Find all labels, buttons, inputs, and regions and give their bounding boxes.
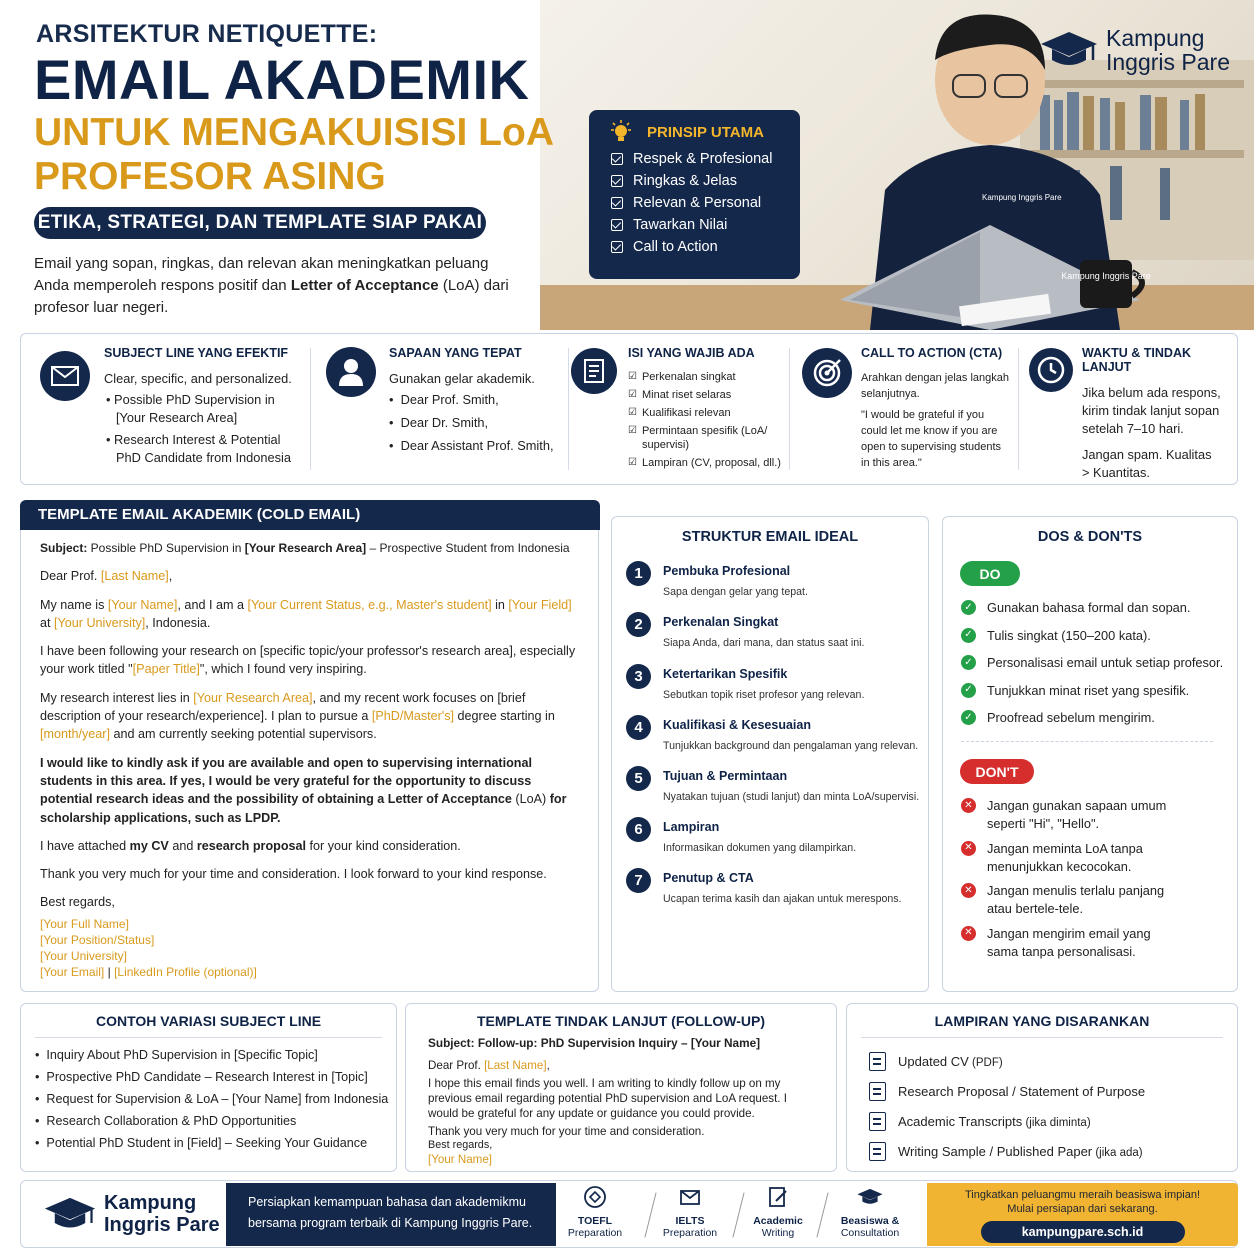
required-item: ☑ Kualifikasi relevan <box>628 407 731 419</box>
tip-required-content: ISI YANG WAJIB ADA ☑ Perkenalan singkat ☑ Minat riset selaras ☑ Kualifikasi relevan ☑ Permintaan spesifik (LoA/ supervisi) ☑ Lampiran (CV, proposal, dll.) <box>622 334 792 484</box>
document-icon <box>869 1112 886 1131</box>
header-kicker: ARSITEKTUR NETIQUETTE: <box>36 20 378 48</box>
clock-icon <box>1029 348 1073 392</box>
website-link[interactable]: kampungpare.sch.id <box>981 1221 1185 1243</box>
check-icon: ☑ <box>628 457 637 468</box>
user-icon <box>326 347 376 397</box>
principles-box <box>589 110 800 279</box>
cold-email-template <box>20 500 599 992</box>
x-circle-icon: ✕ <box>961 883 976 898</box>
envelope-icon <box>40 351 90 401</box>
checkbox-icon <box>611 219 623 231</box>
dos-donts <box>942 516 1238 992</box>
tips-row <box>20 333 1238 485</box>
structure-step <box>626 868 902 905</box>
graduation-cap-icon <box>1040 30 1098 70</box>
structure-title: STRUKTUR EMAIL IDEAL <box>681 529 859 545</box>
step-number: 5 <box>626 766 651 791</box>
document-icon <box>869 1052 886 1071</box>
step-number: 2 <box>626 612 651 637</box>
check-icon: ☑ <box>628 425 637 436</box>
checkbox-icon <box>611 197 623 209</box>
structure-step <box>626 715 918 752</box>
dont-tag: DON'T <box>960 759 1034 784</box>
intro-text: Email yang sopan, ringkas, dan relevan akan meningkatkan peluang Anda memperoleh respons positif dan Letter of Acceptance (LoA) dari profesor luar negeri. <box>34 255 509 316</box>
x-circle-icon: ✕ <box>961 926 976 941</box>
step-title: Penutup & CTA <box>663 871 754 885</box>
dont-item: ✕ Jangan mengirim email yang sama tanpa personalisasi. <box>961 925 1181 961</box>
principle-item: Respek & Profesional <box>611 151 782 167</box>
tip-cta: CALL TO ACTION (CTA) Arahkan dengan jelas langkah selanjutnya. "I would be grateful if you could let me know if you are open to supervising students in this area." <box>861 346 1010 469</box>
step-desc: Sapa dengan gelar yang tepat. <box>663 586 808 598</box>
subject-variant: • Research Collaboration & PhD Opportunities <box>35 1114 396 1128</box>
attachment-item: Research Proposal / Statement of Purpose <box>869 1082 1237 1101</box>
program-ielts[interactable]: IELTS Preparation <box>645 1185 735 1239</box>
do-item: ✓ Tulis singkat (150–200 kata). <box>961 627 1229 645</box>
footer-logo: Kampung Inggris Pare <box>20 1180 226 1248</box>
x-circle-icon: ✕ <box>961 798 976 813</box>
checkbox-icon <box>611 175 623 187</box>
document-icon <box>869 1082 886 1101</box>
brand-line2: Inggris Pare <box>1106 49 1231 75</box>
followup-template <box>405 1003 837 1172</box>
attachments-suggested <box>846 1003 1238 1172</box>
required-item: ☑ Perkenalan singkat <box>628 371 736 383</box>
email-structure <box>611 516 929 992</box>
brand-logo <box>1040 26 1230 74</box>
program-writing[interactable]: Academic Writing <box>733 1185 823 1239</box>
step-number: 4 <box>626 715 651 740</box>
do-item: ✓ Gunakan bahasa formal dan sopan. <box>961 599 1229 617</box>
program-toefl[interactable]: TOEFL Preparation <box>550 1185 640 1239</box>
tip-salutation: SAPAAN YANG TEPAT Gunakan gelar akademik. • Dear Prof. Smith, • Dear Dr. Smith, • Dear Assistant Prof. Smith, <box>389 346 554 453</box>
step-number: 1 <box>626 561 651 586</box>
dont-item: ✕ Jangan gunakan sapaan umum seperti "Hi", "Hello". <box>961 797 1181 833</box>
do-tag: DO <box>960 561 1020 586</box>
lightbulb-icon <box>609 120 633 144</box>
step-desc: Tunjukkan background dan pengalaman yang relevan. <box>663 740 919 752</box>
attachment-item: Academic Transcripts (jika diminta) <box>869 1112 1237 1131</box>
check-circle-icon: ✓ <box>961 655 976 670</box>
toefl-icon <box>550 1185 640 1211</box>
structure-step <box>626 664 864 701</box>
dos-title: DOS & DON'TS <box>1037 529 1143 545</box>
page-title: EMAIL AKADEMIK <box>34 48 530 111</box>
subject-variant: • Request for Supervision & LoA – [Your Name] from Indonesia <box>35 1092 396 1106</box>
attachments-title: LAMPIRAN YANG DISARANKAN <box>934 1013 1150 1029</box>
x-circle-icon: ✕ <box>961 841 976 856</box>
structure-step <box>626 561 808 598</box>
required-item: ☑ Lampiran (CV, proposal, dll.) <box>628 457 781 469</box>
required-item: ☑ Permintaan spesifik (LoA/ supervisi) <box>628 425 768 451</box>
program-scholarship[interactable]: Beasiswa & Consultation <box>825 1185 915 1239</box>
check-circle-icon: ✓ <box>961 710 976 725</box>
step-desc: Informasikan dokumen yang dilampirkan. <box>663 842 857 854</box>
document-list-icon <box>571 348 617 394</box>
step-number: 6 <box>626 817 651 842</box>
graduation-cap-icon <box>44 1195 96 1233</box>
step-desc: Sebutkan topik riset profesor yang relevan. <box>663 689 865 701</box>
footer-tagline: Persiapkan kemampuan bahasa dan akademikmu bersama program terbaik di Kampung Inggris Pare. <box>226 1183 556 1246</box>
template-title: TEMPLATE EMAIL AKADEMIK (COLD EMAIL) <box>20 500 600 530</box>
scholarship-icon <box>825 1185 915 1211</box>
principles-title: PRINSIP UTAMA <box>647 124 764 141</box>
principle-item: Call to Action <box>611 239 782 255</box>
ielts-icon <box>645 1185 735 1211</box>
tip-followup-timing: WAKTU & TINDAK LANJUT Jika belum ada respons, kirim tindak lanjut sopan setelah 7–10 hari. Jangan spam. Kualitas > Kuantitas. <box>1082 346 1221 480</box>
structure-step <box>626 817 856 854</box>
checkbox-icon <box>611 153 623 165</box>
shirt-brand-text: Kampung Inggris Pare <box>982 193 1062 202</box>
page-subtitle: UNTUK MENGAKUISISI LoA PROFESOR ASING <box>34 111 554 198</box>
step-desc: Ucapan terima kasih dan ajakan untuk merespons. <box>663 893 902 905</box>
target-icon <box>802 348 852 398</box>
check-icon: ☑ <box>628 389 637 400</box>
structure-step <box>626 612 864 649</box>
dont-item: ✕ Jangan menulis terlalu panjang atau bertele-tele. <box>961 882 1181 918</box>
structure-step <box>626 766 919 803</box>
step-title: Pembuka Profesional <box>663 564 791 578</box>
dont-item: ✕ Jangan meminta LoA tanpa menunjukkan kecocokan. <box>961 840 1181 876</box>
step-title: Lampiran <box>663 820 720 834</box>
step-title: Tujuan & Permintaan <box>663 769 788 783</box>
step-title: Kualifikasi & Kesesuaian <box>663 718 811 732</box>
step-title: Ketertarikan Spesifik <box>663 667 788 681</box>
attachment-item: Writing Sample / Published Paper (jika ada) <box>869 1142 1237 1161</box>
footer-cta: Tingkatkan peluangmu meraih beasiswa impian! Mulai persiapan dari sekarang. kampungpare.sch.id <box>927 1183 1238 1246</box>
subject-variants <box>20 1003 397 1172</box>
followup-title: TEMPLATE TINDAK LANJUT (FOLLOW-UP) <box>477 1013 765 1029</box>
subject-variant: • Inquiry About PhD Supervision in [Specific Topic] <box>35 1048 396 1062</box>
principle-item: Relevan & Personal <box>611 195 782 211</box>
subject-variant: • Potential PhD Student in [Field] – Seeking Your Guidance <box>35 1136 396 1150</box>
principle-item: Tawarkan Nilai <box>611 217 782 233</box>
writing-icon <box>733 1185 823 1211</box>
followup-body: Subject: Follow-up: PhD Supervision Inquiry – [Your Name] Dear Prof. [Last Name], I hope this email finds you well. I am writing to kindly follow up on my previous email regarding potential PhD supervision and LoA request. I would be grateful for any update or guidance you could provide. Thank you very much for your time and consideration. Best regards, [Your Name] <box>428 1036 787 1166</box>
check-circle-icon: ✓ <box>961 683 976 698</box>
step-number: 7 <box>626 868 651 893</box>
checkbox-icon <box>611 241 623 253</box>
attachment-item: Updated CV (PDF) <box>869 1052 1237 1071</box>
step-number: 3 <box>626 664 651 689</box>
do-item: ✓ Proofread sebelum mengirim. <box>961 709 1229 727</box>
step-desc: Nyatakan tujuan (studi lanjut) dan minta LoA/supervisi. <box>663 791 920 803</box>
required-item: ☑ Minat riset selaras <box>628 389 732 401</box>
document-icon <box>869 1142 886 1161</box>
check-circle-icon: ✓ <box>961 628 976 643</box>
step-desc: Siapa Anda, dari mana, dan status saat ini. <box>663 637 865 649</box>
check-icon: ☑ <box>628 371 637 382</box>
subject-variant: • Prospective PhD Candidate – Research Interest in [Topic] <box>35 1070 396 1084</box>
do-item: ✓ Tunjukkan minat riset yang spesifik. <box>961 682 1229 700</box>
tip-subject-line: SUBJECT LINE YANG EFEKTIF Clear, specific, and personalized. • Possible PhD Supervision in [Your Research Area] • Research Interest & Potential PhD Candidate from Indonesia <box>104 346 292 465</box>
mug-brand-text: Kampung Inggris Pare <box>1061 271 1151 281</box>
check-icon: ☑ <box>628 407 637 418</box>
step-title: Perkenalan Singkat <box>663 615 779 629</box>
check-circle-icon: ✓ <box>961 600 976 615</box>
brand-line1: Kampung <box>1106 25 1205 51</box>
subject-variants-title: CONTOH VARIASI SUBJECT LINE <box>95 1013 322 1029</box>
header-pill: ETIKA, STRATEGI, DAN TEMPLATE SIAP PAKAI <box>34 207 486 239</box>
template-body: Subject: Possible PhD Supervision in [Your Research Area] – Prospective Student from Indonesia Dear Prof. [Last Name], My name is [Your Name], and I am a [Your Current Status, e.g., Master's student] in [Your Field] at [Your University], Indonesia. I have been following your research on [specific topic/your professor's research area], especially your work titled "[Paper Title]", which I found very inspiring. My research interest lies in [Your Research Area], and my recent work focuses on [brief description of your research/experience]. I plan to pursue a [PhD/Master's] degree starting in [month/year] and am currently seeking potential supervisors. I would like to kindly ask if you are available and open to supervising international students in this area. If yes, I would be very grateful for the opportunity to discuss potential research ideas and the possibility of obtaining a Letter of Acceptance (LoA) for scholarship applications, such as LPDP. I have attached my CV and research proposal for your kind consideration. Thank you very much for your time and consideration. I look forward to your kind response. Best regards, [Your Full Name] [Your Position/Status] [Your University] [Your Email] | [LinkedIn Profile (optional)] <box>40 541 576 979</box>
do-item: ✓ Personalisasi email untuk setiap profesor. <box>961 654 1229 672</box>
principle-item: Ringkas & Jelas <box>611 173 782 189</box>
